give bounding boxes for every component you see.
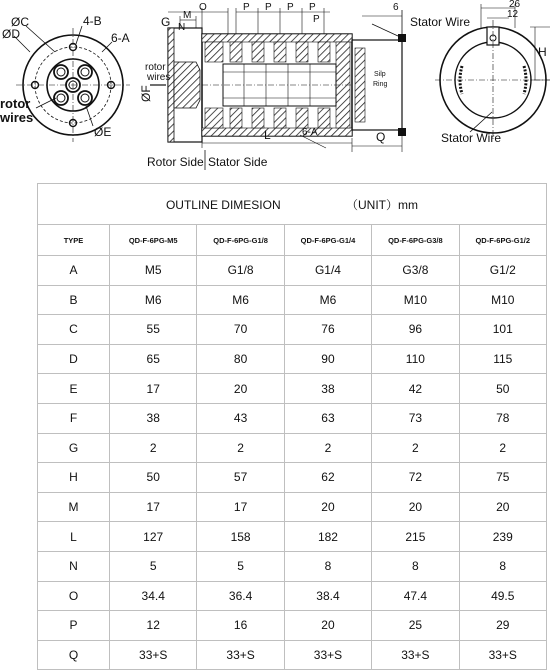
table-cell: 20 <box>372 492 459 522</box>
table-row <box>38 403 547 433</box>
table-cell: 96 <box>372 315 459 345</box>
label-rotor-wires-inner-2: wires <box>147 72 171 83</box>
table-cell: 20 <box>284 611 371 641</box>
label-phi-e: ØE <box>94 125 112 139</box>
label-q: Q <box>376 130 386 144</box>
header-type: TYPE <box>38 225 110 256</box>
row-label: Q <box>38 640 110 670</box>
label-h: H <box>538 45 547 59</box>
label-6-a-bottom: 6-A <box>302 127 318 138</box>
label-rotor-side: Rotor Side <box>147 155 204 169</box>
front-view <box>0 14 130 142</box>
table-cell: 55 <box>110 315 197 345</box>
table-title: OUTLINE DIMESION <box>165 197 281 212</box>
label-dim-26: 26 <box>509 0 521 10</box>
header-model-g1-2: QD-F-6PG-G1/2 <box>459 225 546 256</box>
table-cell: M10 <box>372 285 459 315</box>
table-cell: 70 <box>197 315 284 345</box>
label-m: M <box>183 10 192 21</box>
label-4-b: 4-B <box>83 14 102 28</box>
table-cell: 2 <box>284 433 371 463</box>
table-cell: 115 <box>459 344 546 374</box>
table-row <box>38 344 547 374</box>
table-cell: 12 <box>110 611 197 641</box>
table-cell: 62 <box>284 463 371 493</box>
label-o: O <box>199 2 207 13</box>
table-cell: 33+S <box>197 640 284 670</box>
table-cell: 33+S <box>372 640 459 670</box>
row-label: A <box>38 256 110 286</box>
table-body <box>38 184 547 670</box>
table-cell: M6 <box>284 285 371 315</box>
table-cell: G3/8 <box>372 256 459 286</box>
table-cell: 20 <box>284 492 371 522</box>
table-title-row <box>38 184 547 225</box>
table-unit: （UNIT）mm <box>345 197 418 212</box>
table-row <box>38 492 547 522</box>
table-cell: 72 <box>372 463 459 493</box>
row-label: C <box>38 315 110 345</box>
table-cell: G1/2 <box>459 256 546 286</box>
table-cell: 2 <box>372 433 459 463</box>
table-cell: 78 <box>459 403 546 433</box>
table-cell: 73 <box>372 403 459 433</box>
table-cell: 29 <box>459 611 546 641</box>
table-cell: 75 <box>459 463 546 493</box>
label-p5: P <box>313 14 320 25</box>
table-row <box>38 374 547 404</box>
table-cell: 38 <box>110 403 197 433</box>
table-cell: 38.4 <box>284 581 371 611</box>
table-row <box>38 522 547 552</box>
outline-dimension-table <box>37 183 547 670</box>
table-cell: 101 <box>459 315 546 345</box>
table-cell: 34.4 <box>110 581 197 611</box>
label-dim-12: 12 <box>507 9 519 20</box>
row-label: G <box>38 433 110 463</box>
table-cell: 90 <box>284 344 371 374</box>
label-slip-ring-1: Silp <box>374 71 386 78</box>
table-cell: 47.4 <box>372 581 459 611</box>
row-label: N <box>38 551 110 581</box>
table-cell: M5 <box>110 256 197 286</box>
table-row <box>38 315 547 345</box>
table-cell: 38 <box>284 374 371 404</box>
label-stator-wire-right: Stator Wire <box>441 131 502 145</box>
table-cell: 127 <box>110 522 197 552</box>
table-cell: 57 <box>197 463 284 493</box>
table-cell: 43 <box>197 403 284 433</box>
table-cell: 76 <box>284 315 371 345</box>
table-cell: 158 <box>197 522 284 552</box>
header-model-m5: QD-F-6PG-M5 <box>110 225 197 256</box>
table-row <box>38 551 547 581</box>
table-cell: 63 <box>284 403 371 433</box>
table-cell: 20 <box>197 374 284 404</box>
label-slip-ring-2: Ring <box>373 81 388 88</box>
label-phi-d: ØD <box>2 27 20 41</box>
label-stator-side: Stator Side <box>208 155 268 169</box>
table-cell: 50 <box>110 463 197 493</box>
row-label: L <box>38 522 110 552</box>
table-cell: 239 <box>459 522 546 552</box>
table-cell: G1/8 <box>197 256 284 286</box>
table-row <box>38 611 547 641</box>
table-cell: 2 <box>459 433 546 463</box>
table-row <box>38 463 547 493</box>
technical-drawing <box>0 0 550 172</box>
label-rotor-wires-inner-1: rotor <box>145 62 166 73</box>
header-model-g3-8: QD-F-6PG-G3/8 <box>372 225 459 256</box>
table-cell: 8 <box>284 551 371 581</box>
table-cell: M6 <box>197 285 284 315</box>
table-cell: 17 <box>197 492 284 522</box>
table-cell: 182 <box>284 522 371 552</box>
table-cell: 8 <box>372 551 459 581</box>
table-cell: 5 <box>197 551 284 581</box>
table-cell: 65 <box>110 344 197 374</box>
row-label: O <box>38 581 110 611</box>
table-cell: 25 <box>372 611 459 641</box>
label-6-right: 6 <box>393 2 399 13</box>
label-stator-wire-top: Stator Wire <box>410 15 471 29</box>
table-cell: 42 <box>372 374 459 404</box>
table-cell: 110 <box>372 344 459 374</box>
label-p3: P <box>287 2 294 13</box>
table-cell: 2 <box>197 433 284 463</box>
table-cell: 8 <box>459 551 546 581</box>
label-phi-f: ØF <box>139 85 153 102</box>
section-view <box>139 2 470 170</box>
table-cell: 20 <box>459 492 546 522</box>
row-label: F <box>38 403 110 433</box>
table-cell: 33+S <box>284 640 371 670</box>
label-rotor-wires-2: wires <box>0 110 34 125</box>
table-cell: 16 <box>197 611 284 641</box>
label-phi-c: ØC <box>11 15 29 29</box>
row-label: H <box>38 463 110 493</box>
label-n: N <box>178 22 186 33</box>
label-p4: P <box>309 2 316 13</box>
table-cell: 50 <box>459 374 546 404</box>
table-title-cell <box>38 184 547 225</box>
table-cell: 36.4 <box>197 581 284 611</box>
label-g: G <box>161 15 171 29</box>
label-p1: P <box>243 2 250 13</box>
table-row <box>38 285 547 315</box>
row-label: M <box>38 492 110 522</box>
table-cell: 80 <box>197 344 284 374</box>
label-p2: P <box>265 2 272 13</box>
table-cell: 17 <box>110 492 197 522</box>
row-label: P <box>38 611 110 641</box>
table-cell: 2 <box>110 433 197 463</box>
row-label: B <box>38 285 110 315</box>
table-cell: 5 <box>110 551 197 581</box>
row-label: E <box>38 374 110 404</box>
table-row <box>38 581 547 611</box>
label-6-a-top: 6-A <box>111 31 130 45</box>
label-l: L <box>264 128 271 142</box>
table-cell: M10 <box>459 285 546 315</box>
label-rotor-wires-1: rotor <box>0 96 31 111</box>
table-row <box>38 433 547 463</box>
table-cell: 49.5 <box>459 581 546 611</box>
header-model-g1-8: QD-F-6PG-G1/8 <box>197 225 284 256</box>
table-cell: 17 <box>110 374 197 404</box>
table-cell: 215 <box>372 522 459 552</box>
table-cell: G1/4 <box>284 256 371 286</box>
table-cell: 33+S <box>459 640 546 670</box>
row-label: D <box>38 344 110 374</box>
table-header-row <box>38 225 547 256</box>
table-row <box>38 256 547 286</box>
table-cell: M6 <box>110 285 197 315</box>
table-cell: 33+S <box>110 640 197 670</box>
table-row <box>38 640 547 670</box>
header-model-g1-4: QD-F-6PG-G1/4 <box>284 225 371 256</box>
